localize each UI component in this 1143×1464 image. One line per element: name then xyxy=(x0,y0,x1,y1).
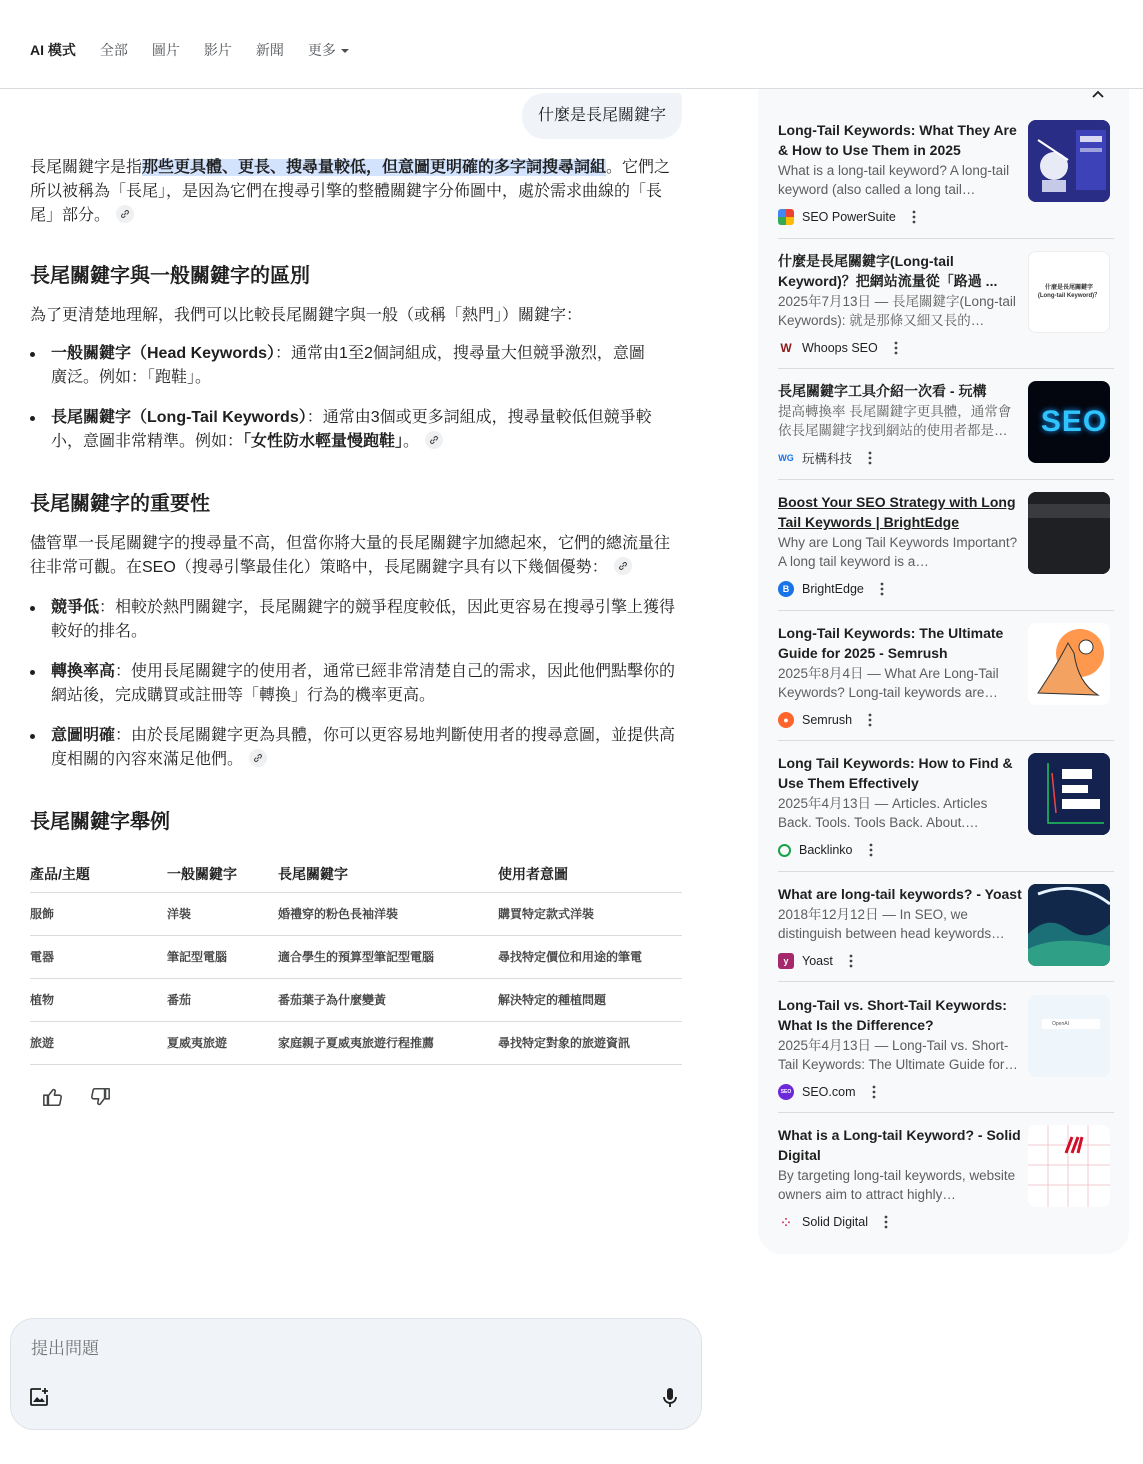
tab-news[interactable]: 新聞 xyxy=(255,42,284,58)
section-lead: 為了更清楚地理解，我們可以比較長尾關鍵字與一般（或稱「熱門」）關鍵字： xyxy=(30,307,583,324)
list-item-term: 一般關鍵字（Head Keywords） xyxy=(51,345,276,362)
table-cell: 番茄葉子為什麼變黃 xyxy=(278,978,498,1021)
answer-body xyxy=(30,156,682,1065)
source-site-name: 玩構科技 xyxy=(802,452,853,466)
more-vert-icon[interactable] xyxy=(880,1214,892,1230)
source-card[interactable] xyxy=(778,1125,1110,1244)
source-card[interactable] xyxy=(778,753,1110,872)
source-site-name: Whoops SEO xyxy=(802,341,878,355)
source-snippet: 2025年7月13日 — 長尾關鍵字(Long-tail Keywords): 就是那條又細又長的… xyxy=(778,294,1016,328)
divider xyxy=(778,981,1114,982)
source-title[interactable]: Boost Your SEO Strategy with Long Tail Keywords | BrightEdge xyxy=(778,494,1016,530)
intro-text-end: 。它們之所以被稱為「長尾」，是因為它們在搜尋引擎的整體關鍵字分佈圖中，處於需求曲線的「長尾」部分。 xyxy=(30,159,671,224)
list-item-text: ：通常由1至2個詞組成，搜尋量大但競爭激烈，意圖廣泛。例如：「跑鞋」。 xyxy=(51,345,645,386)
link-icon[interactable] xyxy=(116,205,134,223)
more-vert-icon[interactable] xyxy=(864,712,876,728)
table-cell: 番茄 xyxy=(167,978,278,1021)
whoops-seo-favicon-icon: W xyxy=(780,341,792,355)
list-item-text: ：由於長尾關鍵字更為具體，你可以更容易地判斷使用者的搜尋意圖，並提供高度相關的內容來滿足他們。 xyxy=(51,727,676,768)
list-item xyxy=(30,596,678,644)
list-item-text: ：使用長尾關鍵字的使用者，通常已經非常清楚自己的需求，因此他們點擊你的網站後，完成購買或註冊等「轉換」行為的機率更高。 xyxy=(51,663,676,704)
table-cell: 服飾 xyxy=(30,892,167,935)
source-snippet: 2025年4月13日 — Articles. Articles Back. Tools. Tools Back. About.… xyxy=(778,796,988,830)
table-cell: 植物 xyxy=(30,978,167,1021)
more-vert-icon[interactable] xyxy=(876,581,888,597)
tab-more[interactable] xyxy=(308,40,349,60)
source-site-name: SEO.com xyxy=(802,1085,856,1099)
source-title[interactable]: Long Tail Keywords: How to Find & Use Them Effectively xyxy=(778,755,1013,791)
source-site xyxy=(778,952,857,970)
table-header: 產品/主題 xyxy=(30,856,167,892)
source-thumbnail xyxy=(1028,623,1110,705)
source-snippet: Why are Long Tail Keywords Important? A long tail keyword is a… xyxy=(778,535,1018,569)
source-thumbnail xyxy=(1028,492,1110,574)
examples-table xyxy=(30,856,682,1065)
divider xyxy=(778,1112,1114,1113)
divider xyxy=(778,610,1114,611)
divider xyxy=(778,479,1114,480)
divider xyxy=(778,871,1114,872)
table-cell: 旅遊 xyxy=(30,1021,167,1064)
source-snippet: 2018年12月12日 — In SEO, we distinguish between head keywords… xyxy=(778,907,1005,941)
more-vert-icon[interactable] xyxy=(908,209,920,225)
table-row xyxy=(30,978,682,1021)
source-site xyxy=(778,1083,880,1101)
source-site xyxy=(778,711,876,729)
source-site-name: Yoast xyxy=(802,954,833,968)
tab-all[interactable]: 全部 xyxy=(99,42,128,58)
wangou-favicon-icon: WG xyxy=(778,453,794,463)
list-item-term: 競爭低 xyxy=(51,599,100,616)
more-vert-icon[interactable] xyxy=(864,450,876,466)
table-header: 一般關鍵字 xyxy=(167,856,278,892)
tab-images[interactable]: 圖片 xyxy=(151,42,180,58)
divider xyxy=(778,368,1114,369)
mic-icon[interactable] xyxy=(661,1387,681,1409)
source-title[interactable]: Long-Tail vs. Short-Tail Keywords: What Is the Difference? xyxy=(778,997,1007,1033)
source-title[interactable]: Long-Tail Keywords: What They Are & How to Use Them in 2025 xyxy=(778,122,1017,158)
search-mode-tabs xyxy=(30,40,373,60)
dropdown-caret-icon xyxy=(341,49,349,53)
thumbs-down-icon[interactable] xyxy=(89,1086,113,1110)
source-site xyxy=(778,841,877,859)
thumbnail-caption: OpenAI xyxy=(1042,1019,1100,1029)
brightedge-favicon-icon: B xyxy=(778,581,794,597)
table-cell: 購買特定款式洋裝 xyxy=(498,892,682,935)
source-snippet: By targeting long-tail keywords, website owners aim to attract highly… xyxy=(778,1168,1016,1202)
source-thumbnail xyxy=(1028,120,1110,202)
backlinko-favicon-icon xyxy=(778,844,791,857)
source-title[interactable]: What are long-tail keywords? - Yoast xyxy=(778,886,1022,902)
section-heading-examples: 長尾關鍵字舉例 xyxy=(30,811,170,833)
table-cell: 適合學生的預算型筆記型電腦 xyxy=(278,935,498,978)
source-card[interactable] xyxy=(778,381,1110,500)
ask-box xyxy=(10,1318,702,1430)
more-vert-icon[interactable] xyxy=(865,842,877,858)
divider xyxy=(778,238,1114,239)
source-title[interactable]: What is a Long-tail Keyword? - Solid Digital xyxy=(778,1127,1021,1163)
list-item-example: 「女性防水輕量慢跑鞋」 xyxy=(243,433,404,450)
source-site xyxy=(778,208,920,226)
source-title[interactable]: 什麼是長尾關鍵字(Long-tail Keyword)？把網站流量從「路過 ... xyxy=(778,253,998,289)
tab-more-label: 更多 xyxy=(307,42,336,58)
table-row xyxy=(30,935,682,978)
more-vert-icon[interactable] xyxy=(868,1084,880,1100)
table-cell: 解決特定的種植問題 xyxy=(498,978,682,1021)
source-site xyxy=(778,1213,892,1231)
table-cell: 筆記型電腦 xyxy=(167,935,278,978)
section-lead-text: 儘管單一長尾關鍵字的搜尋量不高，但當你將大量的長尾關鍵字加總起來，它們的總流量往往非常可觀。在SEO（搜尋引擎最佳化）策略中，長尾關鍵字具有以下幾個優勢： xyxy=(30,535,671,576)
intro-text: 長尾關鍵字是指 xyxy=(30,159,143,176)
ask-input[interactable] xyxy=(31,1339,631,1359)
list-item-term: 意圖明確 xyxy=(51,727,116,744)
keyword-types-list xyxy=(30,342,682,454)
list-item xyxy=(30,406,660,454)
semrush-favicon-icon: ● xyxy=(778,712,794,728)
table-row xyxy=(30,892,682,935)
source-thumbnail xyxy=(1028,995,1110,1077)
chevron-up-icon[interactable] xyxy=(1088,85,1108,105)
source-card[interactable] xyxy=(778,251,1110,370)
source-site-name: Semrush xyxy=(802,713,853,727)
answer-intro xyxy=(30,156,676,228)
source-card[interactable] xyxy=(778,995,1110,1114)
source-title[interactable]: Long-Tail Keywords: The Ultimate Guide for 2025 - Semrush xyxy=(778,625,1004,661)
yoast-favicon-icon: y xyxy=(778,953,794,969)
table-cell: 電器 xyxy=(30,935,167,978)
list-item xyxy=(30,342,660,390)
source-card[interactable] xyxy=(778,623,1110,742)
source-snippet: 提高轉換率 長尾關鍵字更具體，通常會依長尾關鍵字找到網站的使用者都是… xyxy=(778,404,1012,438)
section-heading-importance: 長尾關鍵字的重要性 xyxy=(30,493,210,515)
list-item-term: 長尾關鍵字（Long-Tail Keywords） xyxy=(51,409,307,426)
sources-panel xyxy=(758,89,1129,1254)
seo-powersuite-favicon-icon xyxy=(778,209,794,225)
section-lead xyxy=(30,532,676,580)
top-nav-bar xyxy=(0,0,1143,89)
source-card[interactable] xyxy=(778,120,1110,239)
table-row xyxy=(30,1021,682,1064)
list-item-text: ：相較於熱門關鍵字，長尾關鍵字的競爭程度較低，因此更容易在搜尋引擎上獲得較好的排名。 xyxy=(51,599,676,640)
source-thumbnail xyxy=(1028,381,1110,463)
add-image-icon[interactable] xyxy=(29,1387,51,1409)
source-site xyxy=(778,449,876,467)
source-thumbnail xyxy=(1028,251,1110,333)
list-item-end: 。 xyxy=(403,433,420,450)
source-snippet: 2025年4月13日 — Long-Tail vs. Short-Tail Keywords: The Ultimate Guide for… xyxy=(778,1038,1018,1072)
more-vert-icon[interactable] xyxy=(845,953,857,969)
divider xyxy=(778,740,1114,741)
more-vert-icon[interactable] xyxy=(890,340,902,356)
thumbnail-caption: SEO xyxy=(1040,405,1108,438)
table-cell: 尋找特定對象的旅遊資訊 xyxy=(498,1021,682,1064)
source-title[interactable]: 長尾關鍵字工具介紹一次看 - 玩構 xyxy=(778,383,987,399)
section-heading-difference: 長尾關鍵字與一般關鍵字的區別 xyxy=(30,265,310,287)
table-header-row xyxy=(30,856,682,892)
feedback-buttons xyxy=(42,1086,136,1110)
list-item-text: ：通常由3個或更多詞組成，搜尋量較低但競爭較小，意圖非常精準。例如： xyxy=(51,409,652,450)
tab-ai-mode[interactable]: AI 模式 xyxy=(30,42,76,58)
solid-digital-favicon-icon: ⁘ xyxy=(781,1216,791,1229)
list-item xyxy=(30,724,678,772)
source-site-name: SEO PowerSuite xyxy=(802,210,896,224)
table-cell: 婚禮穿的粉色長袖洋裝 xyxy=(278,892,498,935)
source-thumbnail xyxy=(1028,884,1110,966)
source-thumbnail xyxy=(1028,1125,1110,1207)
table-header: 長尾關鍵字 xyxy=(278,856,498,892)
list-item-term: 轉換率高 xyxy=(51,663,116,680)
seo-com-favicon-icon: SEO xyxy=(778,1084,794,1100)
intro-highlight: 那些更具體、更長、搜尋量較低，但意圖更明確的多字詞搜尋詞組 xyxy=(142,159,607,176)
link-icon[interactable] xyxy=(249,749,267,767)
table-cell: 家庭親子夏威夷旅遊行程推薦 xyxy=(278,1021,498,1064)
tab-videos[interactable]: 影片 xyxy=(203,42,232,58)
list-item xyxy=(30,660,678,708)
table-header: 使用者意圖 xyxy=(498,856,682,892)
advantages-list xyxy=(30,596,682,772)
source-thumbnail xyxy=(1028,753,1110,835)
source-site xyxy=(778,580,888,598)
source-site-name: Solid Digital xyxy=(802,1215,869,1229)
user-query-bubble: 什麼是長尾關鍵字 xyxy=(522,93,682,139)
thumbnail-caption: 什麼是長尾關鍵字 (Long-tail Keyword)？ xyxy=(1037,285,1101,299)
source-site xyxy=(778,339,902,357)
source-site-name: Backlinko xyxy=(799,843,853,857)
link-icon[interactable] xyxy=(425,431,443,449)
table-cell: 夏威夷旅遊 xyxy=(167,1021,278,1064)
source-site-name: BrightEdge xyxy=(802,582,864,596)
table-cell: 洋裝 xyxy=(167,892,278,935)
source-card[interactable] xyxy=(778,492,1110,611)
source-snippet: 2025年8月4日 — What Are Long-Tail Keywords? Long-tail keywords are… xyxy=(778,666,999,700)
source-card[interactable] xyxy=(778,884,1110,1003)
source-snippet: What is a long-tail keyword? A long-tail keyword (also called a long tail… xyxy=(778,163,1010,197)
table-cell: 尋找特定價位和用途的筆電 xyxy=(498,935,682,978)
link-icon[interactable] xyxy=(614,557,632,575)
thumbs-up-icon[interactable] xyxy=(42,1086,66,1110)
